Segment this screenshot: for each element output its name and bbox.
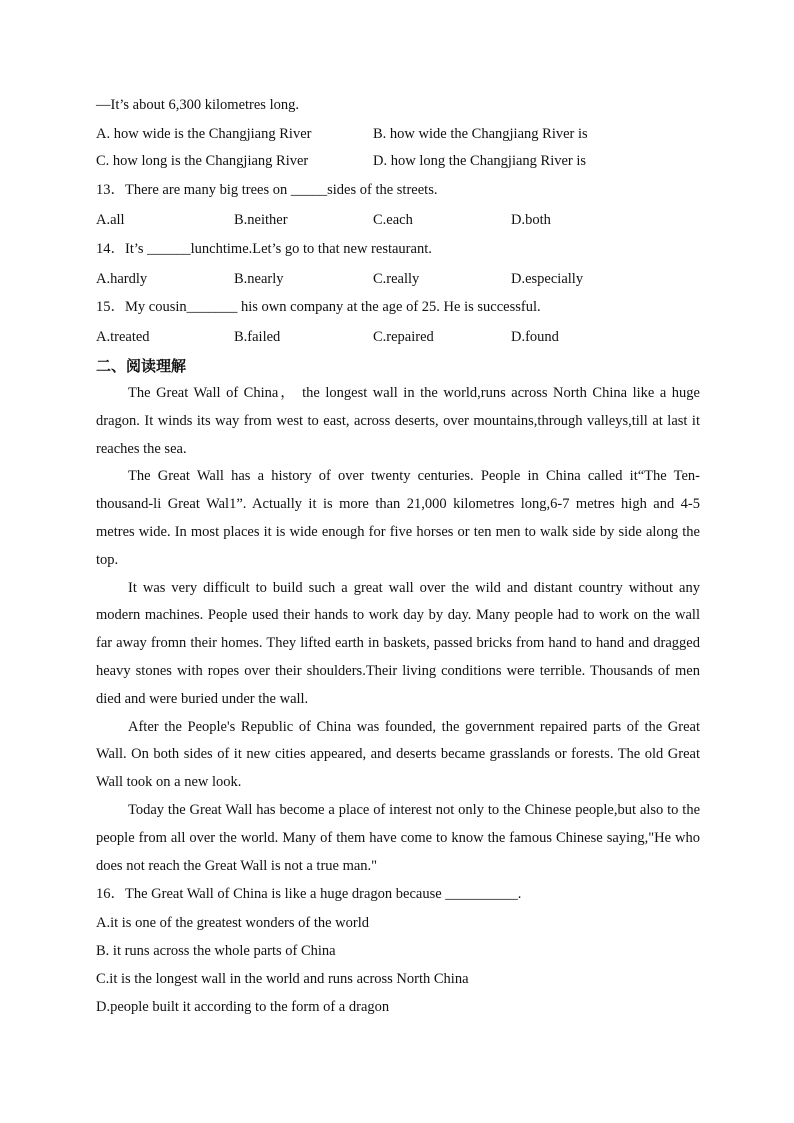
q13-stem: 13．There are many big trees on _____sides of the streets. — [96, 182, 438, 198]
q15-option-c: C.repaired — [373, 329, 434, 345]
passage-paragraph-3: It was very difficult to build such a great wall over the wild and distant country without any modern machines. People used their hands to work day by day. Many people had to work on the wall far away fromn their homes. They lifted earth in baskets, passed bricks from hand to hand and dragged heavy stones with ropes over their shoulders.Their living conditions were terrible. Thousands of men died and were buried under the wall. — [96, 579, 700, 707]
q14-option-c: C.really — [373, 271, 420, 287]
q15-stem: 15．My cousin_______ his own company at the age of 25. He is successful. — [96, 299, 541, 315]
q13-option-d: D.both — [511, 212, 551, 228]
passage-paragraph-5: Today the Great Wall has become a place of interest not only to the Chinese people,but also to the people from all over the world. Many of them have come to know the famous Chinese saying,"He who does not reach the Great Wall is not a true man." — [96, 801, 700, 874]
q15-option-b: B.failed — [234, 329, 281, 345]
q16-option-d: D.people built it according to the form of a dragon — [96, 999, 390, 1015]
q14-option-d: D.especially — [511, 271, 584, 287]
q16-stem: 16．The Great Wall of China is like a huge dragon because __________. — [96, 886, 522, 902]
q16-option-c: C.it is the longest wall in the world and runs across North China — [96, 971, 469, 987]
passage-paragraph-2: The Great Wall has a history of over twenty centuries. People in China called it“The Ten-thousand-li Great Wal1”. Actually it is more than 21,000 kilometres long,6-7 metres high and 4-5 metres wide. In most places it is wide enough for five horses or ten men to walk side by side along the top. — [96, 468, 700, 568]
passage-paragraph-1: The Great Wall of China， the longest wall in the world,runs across North China like a huge dragon. It winds its way from west to east, across deserts, over mountains,through valleys,till at last it reaches the sea. — [96, 385, 700, 457]
q14-stem: 14．It’s ______lunchtime.Let’s go to that new restaurant. — [96, 241, 432, 257]
q12-option-c: C. how long is the Changjiang River — [96, 153, 309, 169]
q16-option-b: B. it runs across the whole parts of China — [96, 943, 336, 959]
q12-option-d: D. how long the Changjiang River is — [373, 153, 587, 169]
q13-option-c: C.each — [373, 212, 413, 228]
q15-option-a: A.treated — [96, 329, 150, 345]
passage-paragraph-4: After the People's Republic of China was founded, the government repaired parts of the Great Wall. On both sides of it new cities appeared, and deserts became grasslands or forests. The old Great Wall took on a new look. — [96, 718, 700, 791]
q15-option-d: D.found — [511, 329, 559, 345]
q14-option-a: A.hardly — [96, 271, 148, 287]
q13-option-b: B.neither — [234, 212, 288, 228]
q13-option-a: A.all — [96, 212, 125, 228]
q12-option-a: A. how wide is the Changjiang River — [96, 126, 312, 142]
q12-answer-line: —It’s about 6,300 kilometres long. — [96, 97, 299, 113]
reading-passage — [96, 380, 700, 880]
q14-option-b: B.nearly — [234, 271, 284, 287]
section-title: 二、阅读理解 — [96, 357, 187, 375]
q12-option-b: B. how wide the Changjiang River is — [373, 126, 588, 142]
q16-option-a: A.it is one of the greatest wonders of the world — [96, 915, 370, 931]
